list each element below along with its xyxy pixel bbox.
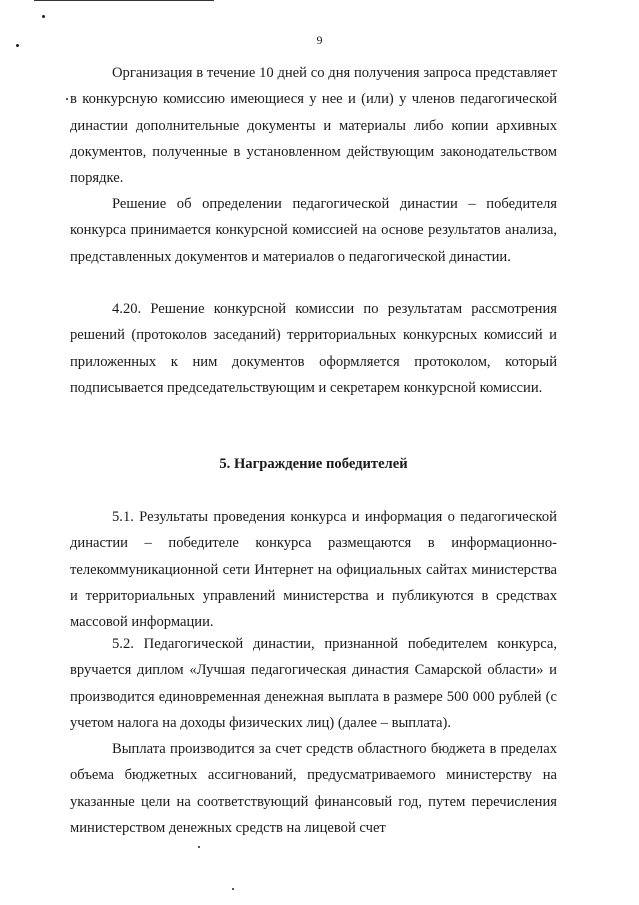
scan-dot <box>42 15 45 18</box>
scan-dot <box>232 888 234 890</box>
page-number: 9 <box>316 33 323 47</box>
paragraph-4-20: 4.20. Решение конкурсной комиссии по результатам рассмотрения решений (протоколов заседаний) территориальных конкурсных комиссий и приложенных к ним документов оформляется протоколом, который подписывается председательствующим и секретарем конкурсной комиссии. <box>70 301 557 396</box>
section-heading-awarding: 5. Награждение победителей <box>219 456 408 472</box>
paragraph-organization-request: Организация в течение 10 дней со дня получения запроса представляет в конкурсную комиссию имеющиеся у нее и (или) у членов педагогической династии дополнительные документы и материалы либо копии архивных документов, полученные в установленном действующим законодательством порядке. <box>70 65 557 187</box>
paragraph-payment: Выплата производится за счет средств областного бюджета в пределах объема бюджетных ассигнований, предусматриваемого министерству на указанные цели на соответствующий финансовый год, путем перечисления министерством денежных средств на лицевой счет <box>70 741 557 836</box>
scan-dot <box>66 98 68 100</box>
paragraph-5-1: 5.1. Результаты проведения конкурса и информация о педагогической династии – победителе конкурса размещаются в информационно-телекоммуникационной сети Интернет на официальных сайтах министерства и территориальных управлений министерства и публикуются в средствах массовой информации. <box>70 509 557 631</box>
scan-top-rule <box>34 0 214 1</box>
paragraph-5-2: 5.2. Педагогической династии, признанной победителем конкурса, вручается диплом «Лучшая педагогическая династия Самарской области» и производится единовременная денежная выплата в размере 500 000 рублей (с учетом налога на доходы физических лиц) (далее – выплата). <box>70 636 557 731</box>
scan-dot <box>198 846 200 848</box>
paragraph-winner-decision: Решение об определении педагогической династии – победителя конкурса принимается конкурсной комиссией на основе результатов анализа, представленных документов и материалов о педагогической династии. <box>70 196 557 265</box>
